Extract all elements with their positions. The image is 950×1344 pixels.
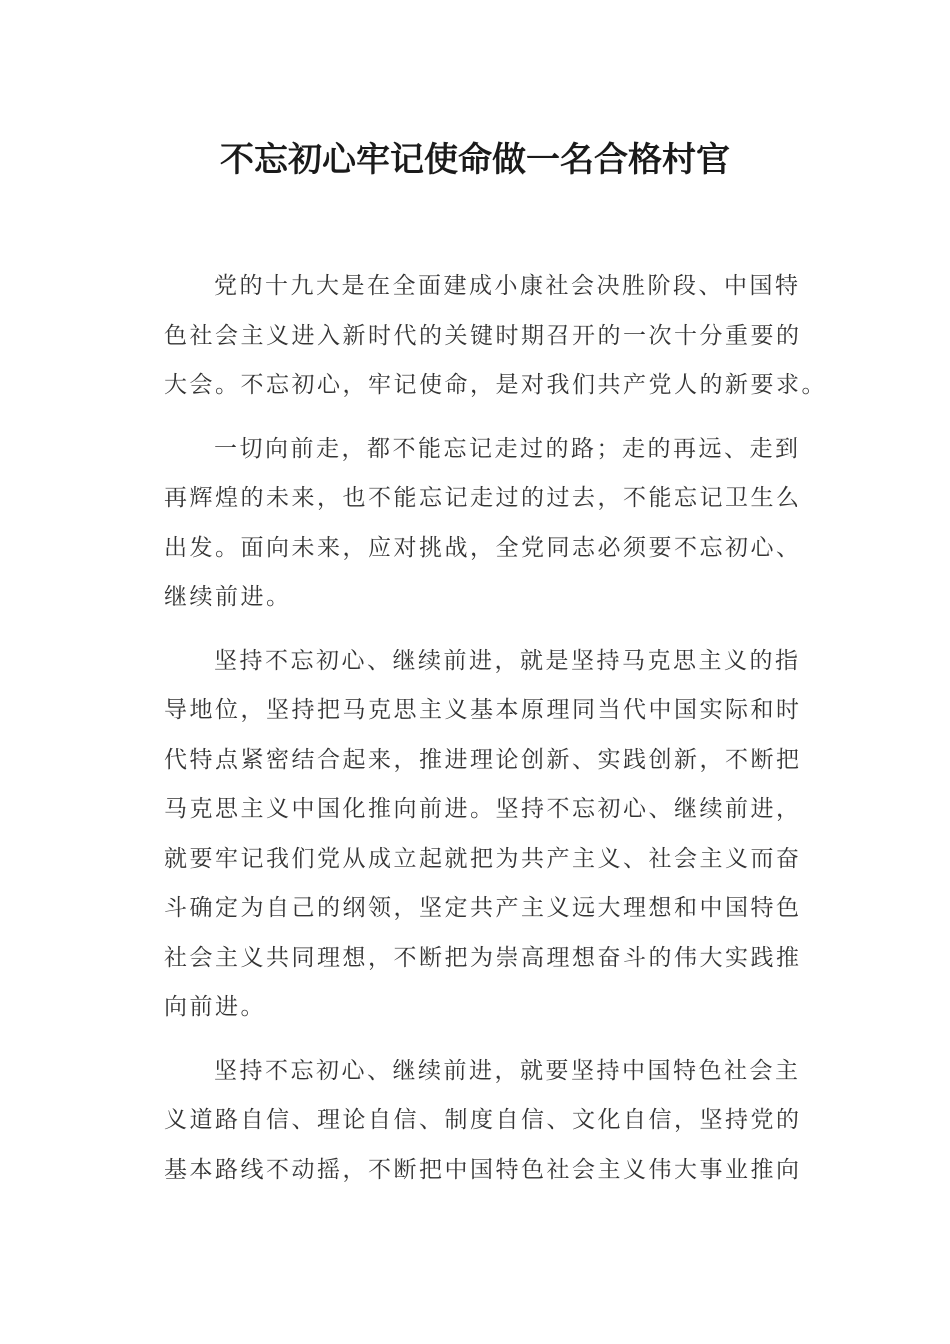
paragraph-line: 导地位，坚持把马克思主义基本原理同当代中国实际和时 [164, 697, 802, 723]
paragraph-line: 继续前进。 [164, 584, 292, 610]
paragraph-line: 党的十九大是在全面建成小康社会决胜阶段、中国特 [214, 273, 801, 299]
paragraph-line: 就要牢记我们党从成立起就把为共产主义、社会主义而奋 [164, 845, 802, 872]
paragraph-line: 向前进。 [164, 994, 266, 1020]
paragraph-line: 一切向前走，都不能忘记走过的路；走的再远、走到 [214, 435, 801, 462]
paragraph-line: 色社会主义进入新时代的关键时期召开的一次十分重要的 [164, 322, 802, 349]
paragraph-1 [164, 262, 827, 411]
paragraph-line: 义道路自信、理论自信、制度自信、文化自信，坚持党的 [164, 1107, 802, 1133]
paragraph-line: 马克思主义中国化推向前进。坚持不忘初心、继续前进， [164, 796, 802, 822]
paragraph-line: 斗确定为自己的纲领，坚定共产主义远大理想和中国特色 [164, 895, 802, 921]
document-title: 不忘初心牢记使命做一名合格村官 [220, 140, 730, 180]
document-body [164, 262, 827, 1209]
paragraph-line: 代特点紧密结合起来，推进理论创新、实践创新，不断把 [164, 746, 802, 773]
paragraph-line: 坚持不忘初心、继续前进，就是坚持马克思主义的指 [214, 647, 801, 674]
paragraph-line: 出发。面向未来，应对挑战，全党同志必须要不忘初心、 [164, 534, 802, 561]
paragraph-line: 坚持不忘初心、继续前进，就要坚持中国特色社会主 [214, 1057, 801, 1084]
paragraph-2 [164, 425, 804, 623]
paragraph-line: 基本路线不动摇，不断把中国特色社会主义伟大事业推向 [164, 1156, 802, 1183]
paragraph-3 [164, 637, 804, 1033]
paragraph-line: 大会。不忘初心，牢记使命，是对我们共产党人的新要求。 [164, 372, 827, 398]
paragraph-line: 再辉煌的未来，也不能忘记走过的过去，不能忘记卫生么 [164, 485, 802, 511]
paragraph-4 [164, 1047, 804, 1196]
paragraph-line: 社会主义共同理想，不断把为崇高理想奋斗的伟大实践推 [164, 944, 802, 971]
